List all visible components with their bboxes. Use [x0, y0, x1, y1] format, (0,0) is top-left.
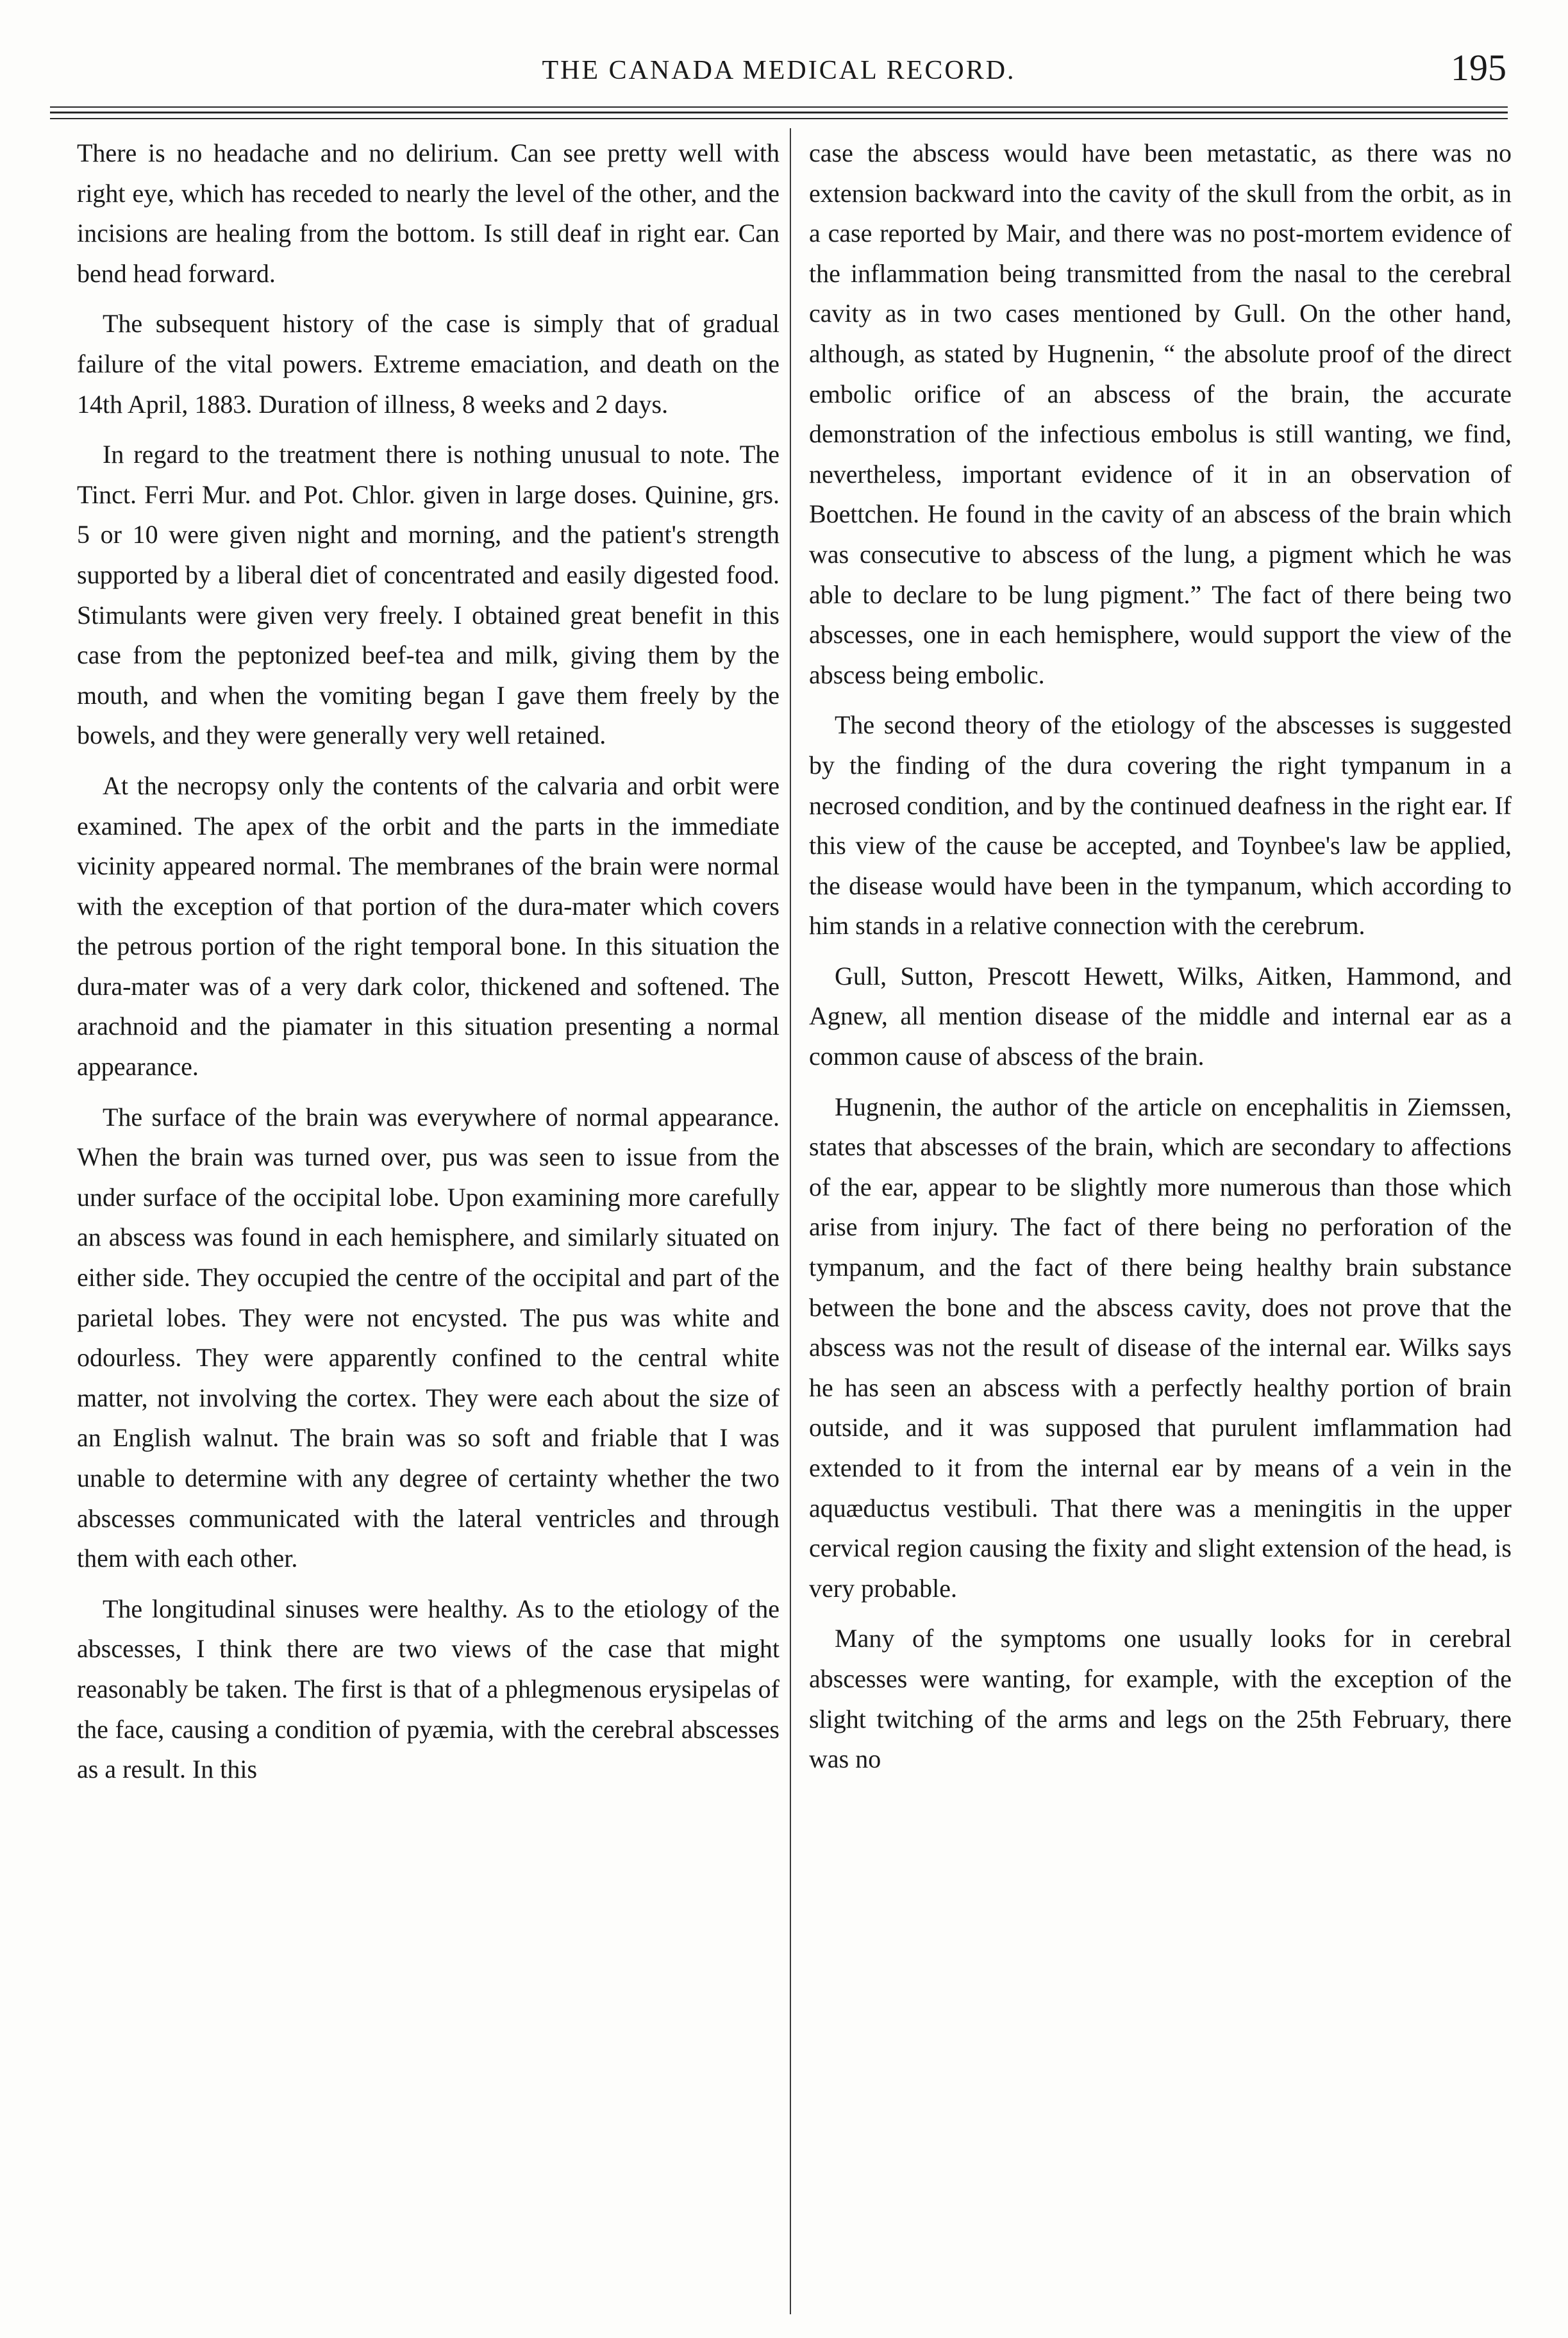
paragraph: Gull, Sutton, Prescott Hewett, Wilks, Aitken, Hammond, and Agnew, all mention disease of the middle and internal ear as a common cause of abscess of the brain.	[809, 961, 1512, 1071]
paragraph: The surface of the brain was everywhere of normal appearance. When the brain was turned over, pus was seen to issue from the under surface of the occipital lobe. Upon examining more carefully an abscess was found in each hemisphere, and similarly situated on either side. They occupied the centre of the occipital and part of the parietal lobes. They were not encysted. The pus was white and odourless. They were apparently confined to the central white matter, not involving the cortex. They were each about the size of an English walnut. The brain was so soft and friable that I was unable to determine with any degree of certainty whether the two abscesses communicated with the lateral ventricles and through them with each other.	[77, 1102, 780, 1573]
running-head	[51, 47, 1506, 100]
paragraph: Many of the symptoms one usually looks for in cerebral abscesses were wanting, for example, with the exception of the slight twitching of the arms and legs on the 25th February, there was no	[809, 1624, 1512, 1774]
journal-title: THE CANADA MEDICAL RECORD.	[542, 56, 1016, 85]
paragraph: In regard to the treatment there is nothing unusual to note. The Tinct. Ferri Mur. and Pot. Chlor. given in large doses. Quinine, grs. 5 or 10 were given night and morning, and the patient's strength supported by a liberal diet of concentrated and easily digested food. Stimulants were given very freely. I obtained great benefit in this case from the peptonized beef-tea and milk, giving them by the mouth, and when the vomiting began I gave them freely by the bowels, and they were generally very well retained.	[77, 440, 780, 750]
header-rule-top	[50, 106, 1508, 108]
page-number: 195	[1451, 47, 1506, 88]
column-divider	[790, 128, 791, 2314]
left-column	[77, 133, 780, 2313]
paragraph: The second theory of the etiology of the abscesses is suggested by the finding of the dura covering the right tympanum in a necrosed condition, and by the continued deafness in the right ear. If this view of the cause be accepted, and Toynbee's law be applied, the disease would have been in the tympanum, which according to him stands in a relative connection with the cerebrum.	[809, 710, 1512, 940]
paragraph: At the necropsy only the contents of the calvaria and orbit were examined. The apex of the orbit and the parts in the immediate vicinity appeared normal. The membranes of the brain were normal with the exception of that portion of the dura-mater which covers the petrous portion of the right temporal bone. In this situation the dura-mater was of a very dark color, thickened and softened. The arachnoid and the piamater in this situation presenting a normal appearance.	[77, 771, 780, 1081]
paragraph: The longitudinal sinuses were healthy. As to the etiology of the abscesses, I think there are two views of the case that might reasonably be taken. The first is that of a phlegmenous erysipelas of the face, causing a condition of pyæmia, with the cerebral abscesses as a result. In this	[77, 1594, 780, 1784]
header-rule-bottom	[50, 118, 1508, 119]
paragraph: There is no headache and no delirium. Can see pretty well with right eye, which has receded to nearly the level of the other, and the incisions are healing from the bottom. Is still deaf in right ear. Can bend head forward.	[77, 138, 780, 288]
paragraph: Hugnenin, the author of the article on encephalitis in Ziemssen, states that abscesses of the brain, which are secondary to affections of the ear, appear to be slightly more numerous than those which arise from injury. The fact of there being no perforation of the tympanum, and the fact of there being healthy brain substance between the bone and the abscess cavity, does not prove that the abscess was not the result of disease of the internal ear. Wilks says he has seen an abscess with a perfectly healthy portion of brain outside, and it was supposed that purulent imflammation had extended to it from the internal ear by means of a vein in the aquæductus vestibuli. That there was a meningitis in the upper cervical region causing the fixity and slight extension of the head, is very probable.	[809, 1092, 1512, 1603]
right-column	[809, 133, 1512, 2313]
paragraph: case the abscess would have been metastatic, as there was no extension backward into the cavity of the skull from the orbit, as in a case reported by Mair, and there was no post-mortem evidence of the inflammation being transmitted from the nasal to the cerebral cavity as in two cases mentioned by Gull. On the other hand, although, as stated by Hugnenin, “ the absolute proof of the direct embolic orifice of an abscess of the brain, the accurate demonstration of the infectious embolus is still wanting, we find, nevertheless, important evidence of it in an observation of Boettchen. He found in the cavity of an abscess of the brain which was consecutive to abscess of the lung, a pigment which he was able to declare to be lung pigment.” The fact of there being two abscesses, one in each hemisphere, would support the view of the abscess being embolic.	[809, 138, 1512, 689]
paragraph: The subsequent history of the case is simply that of gradual failure of the vital powers. Extreme emaciation, and death on the 14th April, 1883. Duration of illness, 8 weeks and 2 days.	[77, 309, 780, 419]
header-rule-middle	[50, 112, 1508, 113]
